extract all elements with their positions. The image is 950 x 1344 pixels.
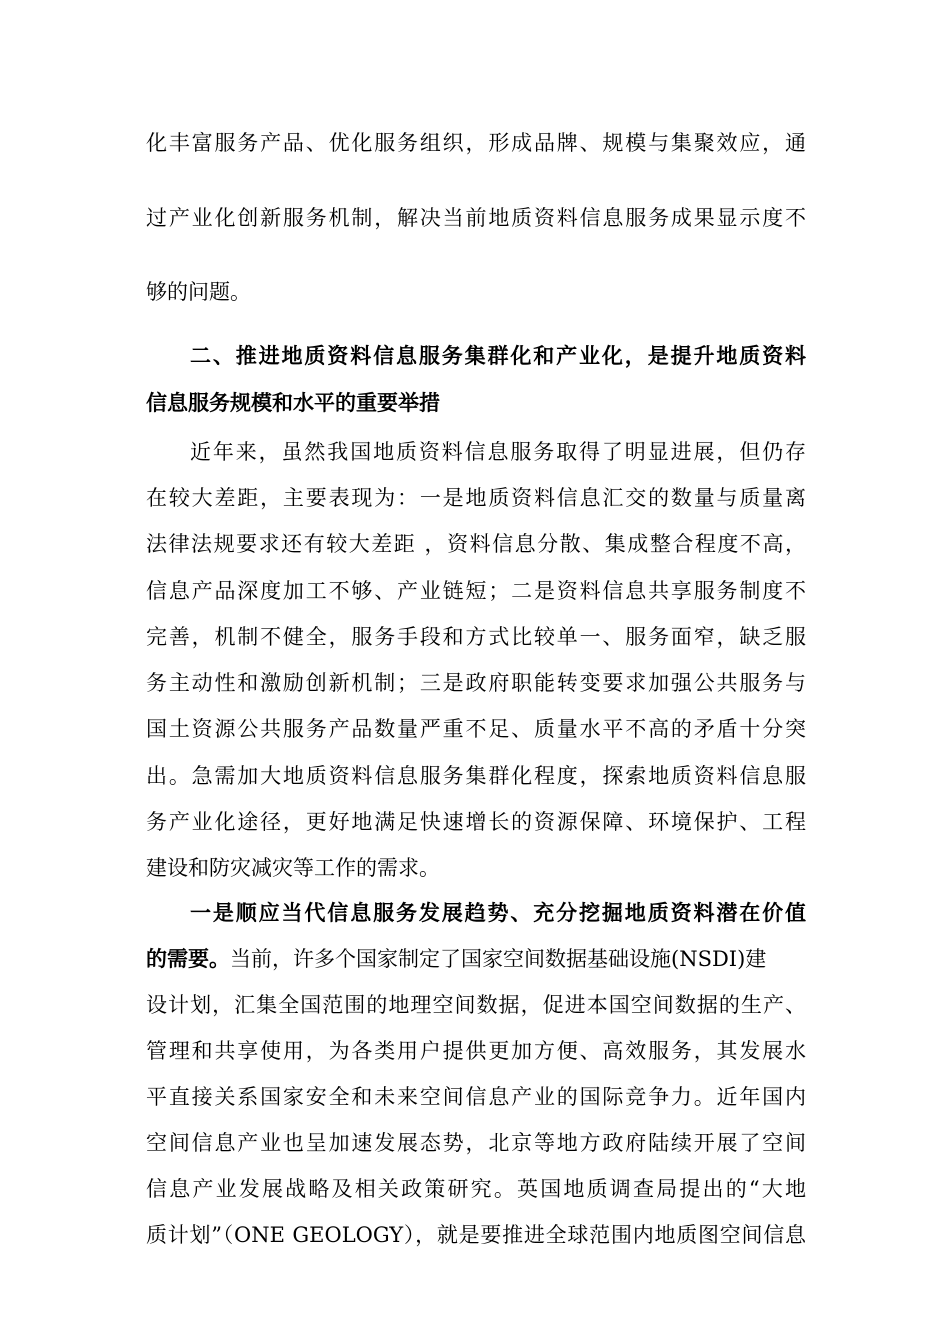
paragraph-line: 质计划”（ONE GEOLOGY），就是要推进全球范围内地质图空间信息: [146, 1223, 806, 1247]
paragraph-line: 国土资源公共服务产品数量严重不足、质量水平不高的矛盾十分突: [146, 717, 806, 741]
paragraph-line: 管理和共享使用，为各类用户提供更加方便、高效服务，其发展水: [146, 1039, 806, 1063]
paragraph-line: 信息产品深度加工不够、产业链短；二是资料信息共享服务制度不: [146, 579, 806, 603]
paragraph-line-rest: 当前，许多个国家制定了国家空间数据基础设施(NSDI)建: [230, 947, 767, 971]
paragraph-line: 空间信息产业也呈加速发展态势，北京等地方政府陆续开展了空间: [146, 1131, 806, 1155]
paragraph-line: 平直接关系国家安全和未来空间信息产业的国际竞争力。近年国内: [146, 1085, 806, 1109]
paragraph-line: 出。急需加大地质资料信息服务集群化程度，探索地质资料信息服: [146, 764, 806, 788]
paragraph-line: 务主动性和激励创新机制；三是政府职能转变要求加强公共服务与: [146, 671, 806, 695]
paragraph-bold-lead: 一是顺应当代信息服务发展趋势、充分挖掘地质资料潜在价值: [190, 901, 806, 925]
section-heading: 二、推进地质资料信息服务集群化和产业化，是提升地质资料: [190, 344, 806, 368]
intro-line: 化丰富服务产品、优化服务组织，形成品牌、规模与集聚效应，通: [146, 131, 806, 155]
paragraph-line: 近年来，虽然我国地质资料信息服务取得了明显进展，但仍存: [190, 440, 806, 464]
paragraph-line-mixed: [146, 944, 806, 974]
paragraph-line: 信息产业发展战略及相关政策研究。英国地质调查局提出的“大地: [146, 1177, 806, 1201]
intro-line: 过产业化创新服务机制，解决当前地质资料信息服务成果显示度不: [146, 206, 806, 230]
paragraph-bold-lead-end: 的需要。: [146, 947, 230, 971]
section-heading: 信息服务规模和水平的重要举措: [146, 391, 440, 415]
paragraph-line: 设计划，汇集全国范围的地理空间数据，促进本国空间数据的生产、: [146, 993, 806, 1017]
intro-line: 够的问题。: [146, 280, 251, 304]
paragraph-line: 务产业化途径，更好地满足快速增长的资源保障、环境保护、工程: [146, 810, 806, 834]
paragraph-line: 法律法规要求还有较大差距 ，资料信息分散、集成整合程度不高，: [146, 532, 806, 556]
paragraph-line: 完善，机制不健全，服务手段和方式比较单一、服务面窄，缺乏服: [146, 625, 806, 649]
paragraph-line: 在较大差距，主要表现为：一是地质资料信息汇交的数量与质量离: [146, 486, 806, 510]
paragraph-line: 建设和防灾减灾等工作的需求。: [146, 856, 440, 880]
